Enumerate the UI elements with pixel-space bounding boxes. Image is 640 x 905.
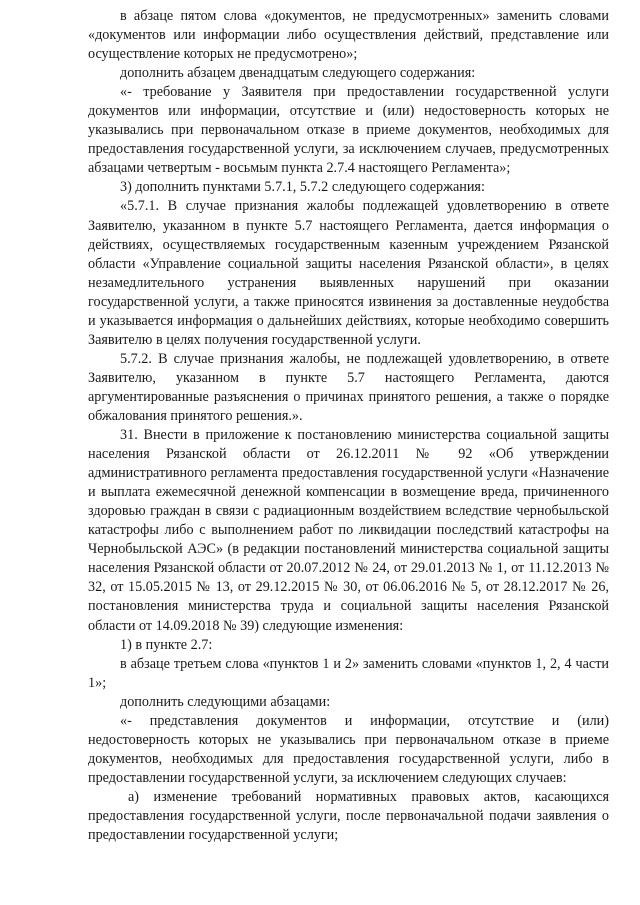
paragraph-7: 31. Внести в приложение к постановлению министерства социальной защиты населения Рязанской области от 26.12.2011 № 92 «Об утверждении административного регламента предоставления государственной услуги «Назначение и выплата ежемесячной денежной компенсации в возмещение вреда, причиненного здоровью граждан в связи с радиационным воздействием вследствие чернобыльской катастрофы либо с выполнением работ по ликвидации последствий катастрофы на Чернобыльской АЭС» (в редакции постановлений министерства социальной защиты населения Рязанской области от 20.07.2012 № 24, от 29.01.2013 № 1, от 11.12.2013 № 32, от 15.05.2015 № 13, от 29.12.2015 № 30, от 06.06.2016 № 5, от 28.12.2017 № 26, постановления министерства труда и социальной защиты населения Рязанской области от 14.09.2018 № 39) следующие изменения: bbox=[88, 427, 609, 634]
paragraph-8: 1) в пункте 2.7: bbox=[120, 636, 213, 653]
document-body bbox=[88, 7, 609, 845]
paragraph-3: «- требование у Заявителя при предоставлении государственной услуги документов или информации, отсутствие и (или) недостоверность которых не указывались при первоначальном отказе в приеме документов, необходимых для предоставления государственной услуги, за исключением случаев, предусмотренных абзацами четвертым - восьмым пункта 2.7.4 настоящего Регламента»; bbox=[88, 84, 609, 177]
paragraph-4: 3) дополнить пунктами 5.7.1, 5.7.2 следующего содержания: bbox=[120, 179, 485, 196]
paragraph-2: дополнить абзацем двенадцатым следующего содержания: bbox=[120, 65, 476, 82]
paragraph-11: «- представления документов и информации, отсутствие и (или) недостоверность которых не указывались при первоначальном отказе в приеме документов, необходимых для предоставления государственной услуги, либо в предоставлении государственной услуги, за исключением следующих случаев: bbox=[88, 712, 609, 786]
paragraph-12: а) изменение требований нормативных правовых актов, касающихся предоставления государственной услуги, после первоначальной подачи заявления о предоставлении государственной услуги; bbox=[88, 788, 609, 844]
paragraph-1: в абзаце пятом слова «документов, не предусмотренных» заменить словами «документов или информации либо осуществления действий, представление или осуществление которых не предусмотрено»; bbox=[88, 8, 609, 63]
paragraph-5: «5.7.1. В случае признания жалобы подлежащей удовлетворению в ответе Заявителю, указанном в пункте 5.7 настоящего Регламента, дается информация о действиях, осуществляемых государственным казенным учреждением Рязанской области «Управление социальной защиты населения Рязанской области», в целях незамедлительного устранения выявленных нарушений при оказании государственной услуги, а также приносятся извинения за доставленные неудобства и указывается информация о дальнейших действиях, которые необходимо совершить Заявителю в целях получения государственной услуги. bbox=[88, 198, 609, 348]
paragraph-9: в абзаце третьем слова «пунктов 1 и 2» заменить словами «пунктов 1, 2, 4 части 1»; bbox=[88, 655, 609, 691]
paragraph-6: 5.7.2. В случае признания жалобы, не подлежащей удовлетворению, в ответе Заявителю, указанном в пункте 5.7 настоящего Регламента, даются аргументированные разъяснения о причинах принятого решения, а также о порядке обжалования принятого решения.». bbox=[88, 350, 609, 424]
paragraph-10: дополнить следующими абзацами: bbox=[120, 693, 331, 710]
